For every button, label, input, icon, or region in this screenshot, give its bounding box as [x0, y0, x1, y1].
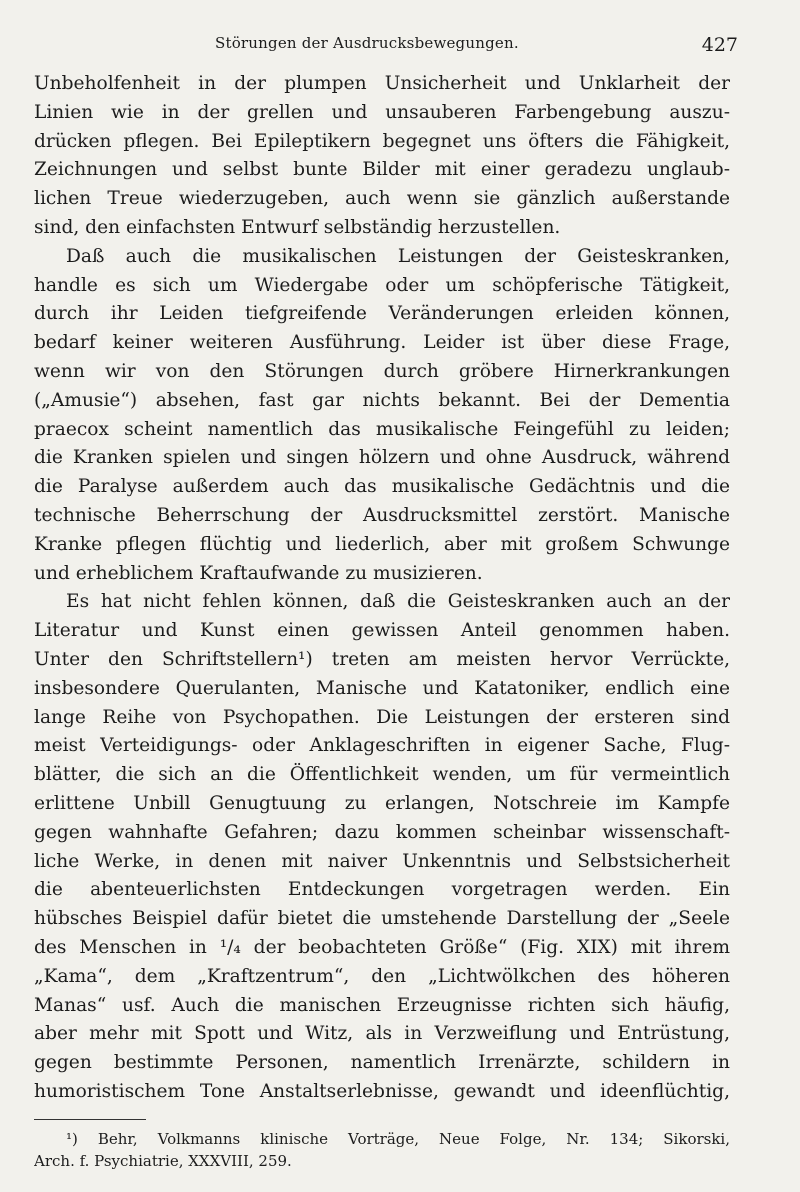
text-line: „Kama“, dem „Kraftzentrum“, den „Lichtwölkchen des höheren — [34, 965, 730, 987]
body-text — [34, 70, 730, 1107]
text-line: sind, den einfachsten Entwurf selbständig herzustellen. — [34, 216, 561, 238]
text-line: die Paralyse außerdem auch das musikalische Gedächtnis und die — [34, 476, 730, 498]
text-line: technische Beherrschung der Ausdrucksmittel zerstört. Manische — [34, 504, 730, 526]
text-line: lichen Treue wiederzugeben, auch wenn sie gänzlich außerstande — [34, 188, 730, 210]
text-line: bedarf keiner weiteren Ausführung. Leider ist über diese Frage, — [34, 332, 730, 354]
text-line: („Amusie“) absehen, fast gar nichts bekannt. Bei der Dementia — [34, 389, 730, 411]
text-line: meist Verteidigungs- oder Anklageschriften in eigener Sache, Flug- — [34, 735, 730, 757]
text-line: praecox scheint namentlich das musikalische Feingefühl zu leiden; — [34, 418, 730, 440]
text-line: Zeichnungen und selbst bunte Bilder mit einer geradezu unglaub- — [34, 159, 730, 181]
text-line: durch ihr Leiden tiefgreifende Veränderungen erleiden können, — [34, 303, 730, 325]
page-number: 427 — [701, 34, 738, 56]
text-line: Unter den Schriftstellern¹) treten am meisten hervor Verrückte, — [34, 648, 730, 670]
text-line: Literatur und Kunst einen gewissen Anteil genommen haben. — [34, 620, 730, 642]
footnote-divider — [34, 1119, 146, 1120]
text-line: hübsches Beispiel dafür bietet die umstehende Darstellung der „Seele — [34, 908, 730, 930]
footnote-line: Arch. f. Psychiatrie, XXXVIII, 259. — [34, 1151, 292, 1170]
text-line: wenn wir von den Störungen durch gröbere Hirnerkrankungen — [34, 360, 730, 382]
text-line: erlittene Unbill Genugtuung zu erlangen, Notschreie im Kampfe — [34, 792, 730, 814]
text-line: die abenteuerlichsten Entdeckungen vorgetragen werden. Ein — [34, 879, 730, 901]
text-line: Es hat nicht fehlen können, daß die Geisteskranken auch an der — [66, 591, 730, 613]
text-line: lange Reihe von Psychopathen. Die Leistungen der ersteren sind — [34, 706, 730, 728]
running-head: Störungen der Ausdrucksbewegungen. — [215, 34, 519, 52]
footnote — [34, 1128, 730, 1172]
text-line: und erheblichem Kraftaufwande zu musizieren. — [34, 562, 483, 584]
text-line: humoristischem Tone Anstaltserlebnisse, gewandt und ideenflüchtig, — [34, 1080, 730, 1102]
footnote-line: ¹) Behr, Volkmanns klinische Vorträge, Neue Folge, Nr. 134; Sikorski, — [66, 1129, 730, 1148]
text-line: gegen bestimmte Personen, namentlich Irrenärzte, schildern in — [34, 1052, 730, 1074]
text-line: blätter, die sich an die Öffentlichkeit wenden, um für vermeintlich — [34, 764, 730, 786]
page-header — [34, 30, 738, 70]
text-line: insbesondere Querulanten, Manische und Katatoniker, endlich eine — [34, 677, 730, 699]
text-line: liche Werke, in denen mit naiver Unkenntnis und Selbstsicherheit — [34, 850, 730, 872]
text-line: Kranke pflegen flüchtig und liederlich, aber mit großem Schwunge — [34, 533, 730, 555]
text-line: die Kranken spielen und singen hölzern und ohne Ausdruck, während — [34, 447, 730, 469]
text-line: Linien wie in der grellen und unsauberen Farbengebung auszu- — [34, 101, 730, 123]
text-line: handle es sich um Wiedergabe oder um schöpferische Tätigkeit, — [34, 274, 730, 296]
text-line: Daß auch die musikalischen Leistungen der Geisteskranken, — [66, 245, 730, 267]
text-line: aber mehr mit Spott und Witz, als in Verzweiflung und Entrüstung, — [34, 1023, 730, 1045]
text-line: drücken pflegen. Bei Epileptikern begegnet uns öfters die Fähigkeit, — [34, 130, 730, 152]
text-line: Manas“ usf. Auch die manischen Erzeugnisse richten sich häufig, — [34, 994, 730, 1016]
text-line: Unbeholfenheit in der plumpen Unsicherheit und Unklarheit der — [34, 73, 730, 94]
text-line: gegen wahnhafte Gefahren; dazu kommen scheinbar wissenschaft- — [34, 821, 730, 843]
text-line: des Menschen in ¹/₄ der beobachteten Größe“ (Fig. XIX) mit ihrem — [34, 936, 730, 958]
